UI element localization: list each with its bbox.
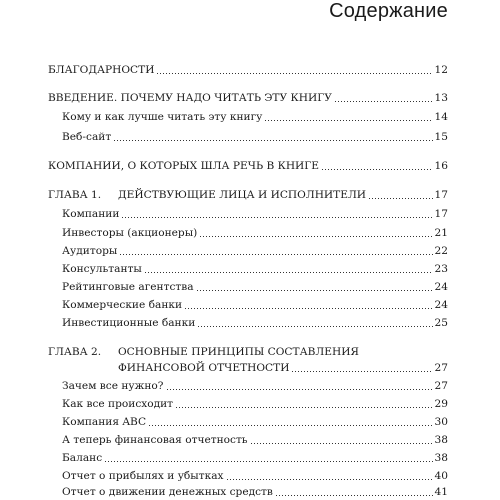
toc-entry-label: Кому и как лучше читать эту книгу (62, 111, 263, 123)
toc-entry-label: Отчет о движении денежных средств (62, 486, 273, 498)
toc-page-number: 25 (434, 317, 448, 329)
toc-page-number: 24 (434, 281, 448, 293)
toc-entry-introduction (48, 90, 448, 106)
toc-entry-companies (48, 158, 448, 174)
dot-leader (175, 407, 432, 408)
dot-leader (321, 169, 432, 170)
dot-leader (250, 443, 433, 444)
toc-subentry (62, 396, 448, 412)
toc-entry-label: ВВЕДЕНИЕ. ПОЧЕМУ НАДО ЧИТАТЬ ЭТУ КНИГУ (48, 92, 332, 104)
toc-entry-label: БЛАГОДАРНОСТИ (48, 64, 155, 76)
toc-subentry (62, 297, 448, 313)
toc-subentry (62, 279, 448, 295)
dot-leader (148, 425, 432, 426)
toc-entry-label: Коммерческие банки (62, 299, 183, 311)
toc-subentry (62, 432, 448, 448)
toc-subentry (62, 261, 448, 277)
toc-subentry (62, 109, 448, 125)
toc-page-number: 17 (434, 208, 448, 220)
dot-leader (144, 272, 433, 273)
toc-entry-label: Компании (62, 208, 120, 220)
toc-page-number: 27 (434, 380, 448, 392)
toc-page-number: 41 (434, 486, 448, 498)
toc-page-number: 38 (434, 434, 448, 446)
toc-entry-label: Компания ABC (62, 416, 147, 428)
dot-leader (199, 236, 432, 237)
toc-entry-label: Инвесторы (акционеры) (62, 227, 198, 239)
toc-entry-label: Рейтинговые агентства (62, 281, 194, 293)
toc-entry-label: ФИНАНСОВОЙ ОТЧЕТНОСТИ (118, 362, 290, 374)
toc-page-number: 13 (434, 92, 448, 104)
dot-leader (119, 254, 432, 255)
dot-leader (121, 217, 432, 218)
dot-leader (104, 461, 432, 462)
toc-entry-label: Консультанты (62, 263, 142, 275)
toc-entry-label: Веб-сайт (62, 131, 112, 143)
toc-entry-acknowledgements (48, 62, 448, 78)
toc-chapter-2-heading-line (48, 344, 359, 360)
toc-entry-label: Отчет о прибылях и убытках (62, 470, 224, 482)
toc-page-number: 40 (434, 470, 448, 482)
toc-subentry (62, 450, 448, 466)
dot-leader (156, 73, 432, 74)
toc-page-number: 23 (434, 263, 448, 275)
toc-entry-label: Зачем все нужно? (62, 380, 164, 392)
dot-leader (166, 389, 433, 390)
toc-page-number: 21 (434, 227, 448, 239)
dot-leader (291, 371, 432, 372)
toc-entry-label: ДЕЙСТВУЮЩИЕ ЛИЦА И ИСПОЛНИТЕЛИ (118, 189, 367, 201)
chapter-number: ГЛАВА 2. (48, 346, 102, 358)
toc-page-number: 17 (434, 189, 448, 201)
dot-leader (184, 308, 432, 309)
page-title: Содержание (329, 0, 448, 22)
toc-page-number: 38 (434, 452, 448, 464)
toc-subentry (62, 129, 448, 145)
toc-entry-label: Как все происходит (62, 398, 174, 410)
toc-page-number: 30 (434, 416, 448, 428)
chapter-number: ГЛАВА 1. (48, 189, 102, 201)
toc-entry-label: Инвестиционные банки (62, 317, 196, 329)
dot-leader (226, 479, 433, 480)
toc-page-number: 15 (434, 131, 448, 143)
toc-entry-chapter-1 (48, 187, 448, 203)
dot-leader (113, 140, 432, 141)
toc-entry-label: Аудиторы (62, 245, 118, 257)
toc-page-number: 29 (434, 398, 448, 410)
toc-page-number: 27 (434, 362, 448, 374)
dot-leader (368, 198, 432, 199)
dot-leader (197, 326, 432, 327)
dot-leader (275, 495, 433, 496)
toc-page-number: 12 (434, 64, 448, 76)
dot-leader (334, 101, 433, 102)
toc-subentry (62, 243, 448, 259)
toc-subentry (62, 468, 448, 484)
toc-entry-label-line1: ОСНОВНЫЕ ПРИНЦИПЫ СОСТАВЛЕНИЯ (118, 346, 359, 358)
toc-entry-label: Баланс (62, 452, 103, 464)
toc-subentry (62, 414, 448, 430)
toc-entry-label: КОМПАНИИ, О КОТОРЫХ ШЛА РЕЧЬ В КНИГЕ (48, 160, 320, 172)
toc-page-number: 22 (434, 245, 448, 257)
dot-leader (196, 290, 433, 291)
toc-page-number: 24 (434, 299, 448, 311)
toc-entry-label: А теперь финансовая отчетность (62, 434, 248, 446)
toc-page-number: 14 (434, 111, 448, 123)
toc-subentry (62, 225, 448, 241)
toc-page-number: 16 (434, 160, 448, 172)
toc-subentry (62, 378, 448, 394)
toc-subentry (62, 315, 448, 331)
dot-leader (264, 120, 432, 121)
toc-subentry (62, 484, 448, 500)
toc-entry-chapter-2 (118, 360, 448, 376)
toc-subentry (62, 206, 448, 222)
